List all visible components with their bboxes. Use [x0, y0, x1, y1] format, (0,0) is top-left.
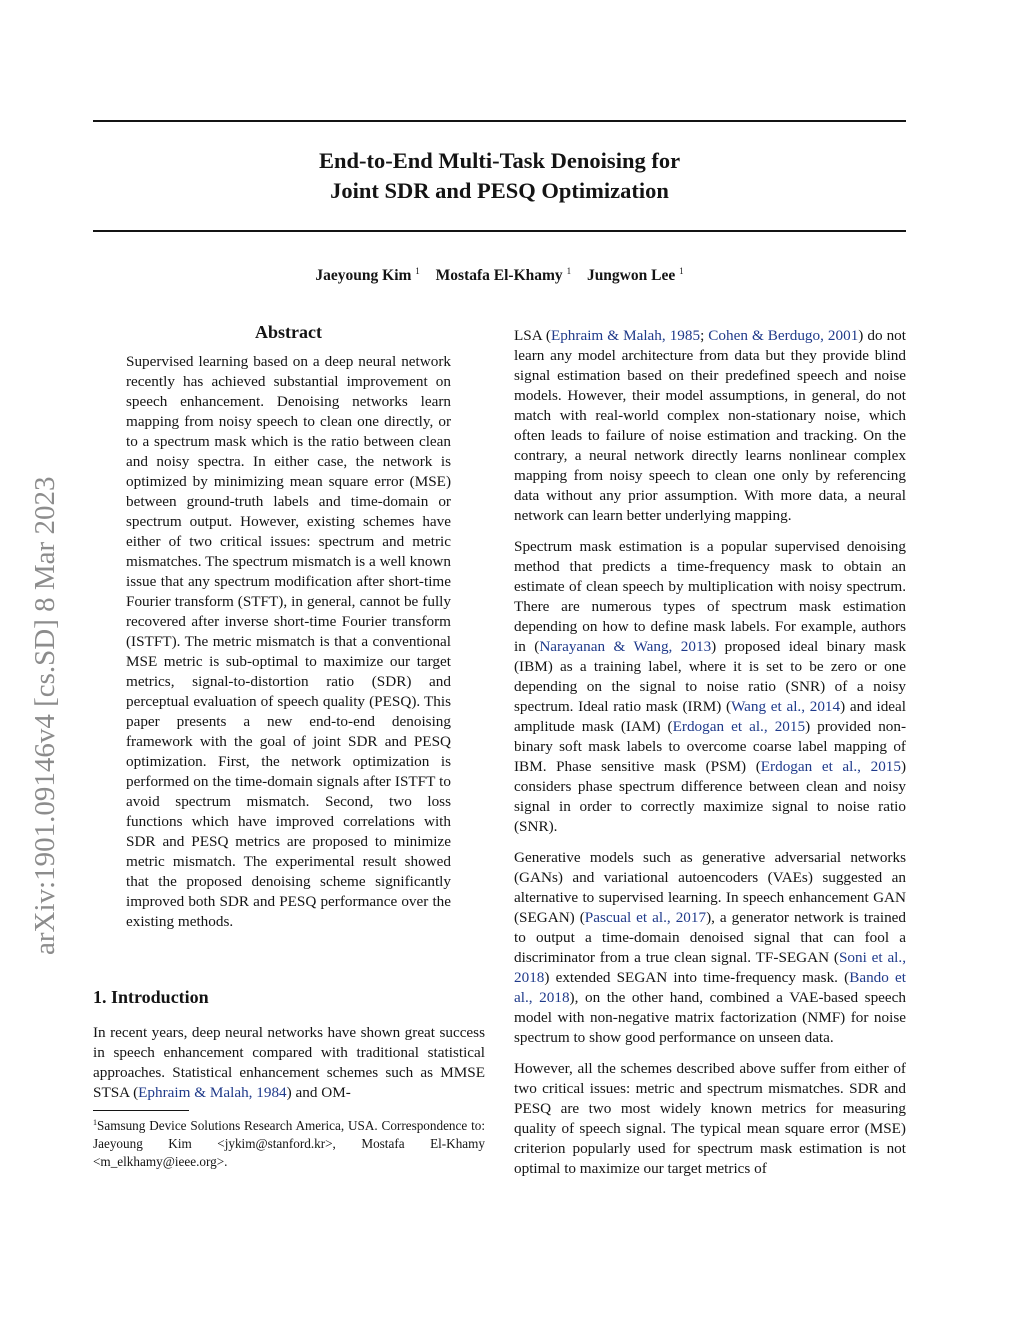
- paragraph-spectrum-mask: Spectrum mask estimation is a popular supervised denoising method that predicts a time-frequency mask to obtain an estimate of clean speech by multiplication with noisy spectrum. There are numerous types of spectrum mask estimation depending on how to define mask labels. For example, authors in (Narayanan & Wang, 2013) proposed ideal binary mask (IBM) as a training label, where it is set to be zero or one depending on the signal to noise ratio (SNR) of a noisy spectrum. Ideal ratio mask (IRM) (Wang et al., 2014) and ideal amplitude mask (IAM) (Erdogan et al., 2015) provided non-binary soft mask labels to overcome coarse label mapping of IBM. Phase sensitive mask (PSM) (Erdogan et al., 2015) considers phase spectrum difference between clean and noisy signal in order to correctly maximize signal to noise ratio (SNR).: [514, 538, 907, 835]
- citation-link[interactable]: Cohen & Berdugo, 2001: [708, 327, 859, 344]
- citation-link[interactable]: Ephraim & Malah, 1984: [138, 1084, 287, 1101]
- abstract-heading: Abstract: [255, 322, 322, 342]
- footnote: $^1$Samsung Device Solutions Research America, USA. Correspondence to: Jaeyoung Kim <jykim@stanford.kr>, Mostafa El-Khamy <m_elkhamy@ieee.org>.: [93, 1118, 485, 1169]
- title-line-1: End-to-End Multi-Task Denoising for: [318, 148, 681, 173]
- paragraph-statistical-methods: LSA (Ephraim & Malah, 1985; Cohen & Berdugo, 2001) do not learn any model architecture from data but they provide blind signal estimation based on their predefined speech and noise models. However, their model assumptions, in general, do not match with real-world complex non-stationary noise, which often leads to failure of noise estimation and tracking. On the contrary, a neural network directly learns nonlinear complex mapping from noisy speech to clean one only by referencing data without any prior assumption. With more data, a neural network can learn better underlying mapping.: [514, 327, 906, 524]
- footnote-rule: [93, 1110, 189, 1111]
- right-column: [514, 326, 906, 1190]
- author-3: Jungwon Lee $^1$: [586, 266, 684, 284]
- citation-link[interactable]: Erdogan et al., 2015: [672, 718, 806, 735]
- citation-link[interactable]: Pascual et al., 2017: [584, 909, 707, 926]
- author-list: [93, 266, 906, 285]
- paper-title: [93, 146, 906, 206]
- abstract-text: Supervised learning based on a deep neural network recently has achieved substantial improvement on speech enhancement. Denoising networks learn mapping from noisy speech to clean one directly, or to a spectrum mask which is the ratio between clean and noisy spectra. In either case, the network is optimized by minimizing mean square error (MSE) between ground-truth labels and time-domain or spectrum output. However, existing schemes have either of two critical issues: spectrum and metric mismatches. The spectrum mismatch is a well known issue that any spectrum modification after short-time Fourier transform (STFT), in general, cannot be fully recovered after inverse short-time Fourier transform (ISTFT). The metric mismatch is that a conventional MSE metric is sub-optimal to maximize our target metrics, signal-to-distortion ratio (SDR) and perceptual evaluation of speech quality (PESQ). This paper presents a new end-to-end denoising framework with the goal of joint SDR and PESQ optimization. First, the network optimization is performed on the time-domain signals after ISTFT to avoid spectrum mismatch. Second, two loss functions which have improved correlations with SDR and PESQ metrics are proposed to minimize metric mismatch. The experimental result showed that the proposed denoising scheme significantly improved both SDR and PESQ performance over the existing methods.: [126, 353, 451, 930]
- title-line-2: Joint SDR and PESQ Optimization: [330, 178, 669, 203]
- citation-link[interactable]: Ephraim & Malah, 1985: [550, 327, 701, 344]
- paragraph-generative-models: Generative models such as generative adversarial networks (GANs) and variational autoencoders (VAEs) suggested an alternative to supervised learning. In speech enhancement GAN (SEGAN) (Pascual et al., 2017), a generator network is trained to output a time-domain denoised signal that can fool a discriminator from a true clean signal. TF-SEGAN (Soni et al., 2018) extended SEGAN into time-frequency mask. (Bando et al., 2018), on the other hand, combined a VAE-based speech model with non-negative matrix factorization (NMF) for noise spectrum to show good performance on unseen data.: [514, 849, 906, 1046]
- title-rule-bottom: [93, 230, 906, 232]
- citation-link[interactable]: Narayanan & Wang, 2013: [539, 638, 712, 655]
- intro-heading: 1. Introduction: [93, 987, 209, 1007]
- citation-link[interactable]: Erdogan et al., 2015: [760, 758, 901, 775]
- citation-link[interactable]: Bando et al., 2018: [514, 969, 906, 1006]
- author-1: Jaeyoung Kim $^1$: [315, 266, 420, 284]
- intro-paragraph: In recent years, deep neural networks have shown great success in speech enhancement compared with traditional statistical approaches. Statistical enhancement schemes such as MMSE STSA (Ephraim & Malah, 1984) and OM-: [93, 1024, 485, 1101]
- title-rule-top: [93, 120, 906, 122]
- author-2: Mostafa El-Khamy $^1$: [435, 266, 572, 284]
- citation-link[interactable]: Wang et al., 2014: [731, 698, 841, 715]
- arxiv-stamp: arXiv:1901.09146v4 [cs.SD] 8 Mar 2023: [29, 476, 61, 955]
- paragraph-critical-issues: However, all the schemes described above suffer from either of two critical issues: metric and spectrum mismatches. SDR and PESQ are two most widely known metrics for measuring quality of speech signal. The typical mean square error (MSE) criterion popularly used for spectrum mask estimation is not optimal to maximize our target metrics of: [514, 1060, 906, 1177]
- citation-link[interactable]: Soni et al., 2018: [514, 949, 906, 986]
